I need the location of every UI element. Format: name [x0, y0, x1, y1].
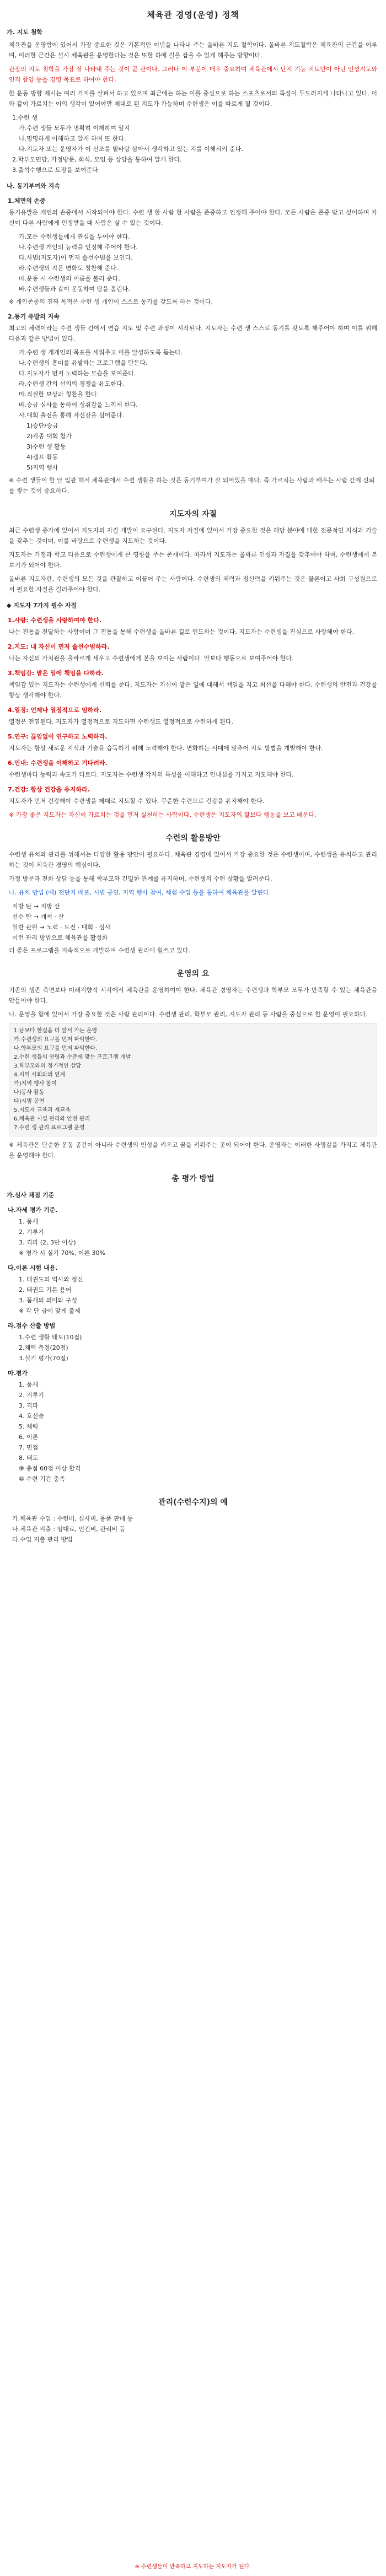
section-title-success: 수련의 활용방안 [165, 834, 221, 843]
paragraph: ※ 체육관은 단순한 운동 공간이 아니라 수련생의 인성을 키우고 꿈을 키워주는 곳이 되어야 한다. 운영자는 이러한 사명감을 가지고 체육관을 운영해야 한다. [9, 1141, 377, 1159]
subsection-heading: 나.자세 평가 기준. [8, 1206, 58, 1214]
leader-item-heading: 4.열정: 언제나 열정적으로 임하라. [8, 707, 102, 714]
list-item: 4.지역 사회와의 연계 [14, 1072, 66, 1078]
paragraph: 동기유발은 개인의 손중에서 시작되어야 한다. 수련 생 한 사람 한 사람을 존중하고 인정해 주어야 한다. 모든 사람은 존중 받고 싶어하며 자신이 다른 사람에게 인정받을 때 사람은 살 수 있는 것이다. [9, 209, 377, 227]
section-heading: 가.심사 채점 기준 [7, 1192, 55, 1199]
list-item: 바.수련생들과 같이 운동하며 땀을 흘린다. [19, 285, 130, 293]
list-item: 2.학부모면담, 가정방문, 회식, 모임 등 상담을 통하여 알게 한다. [12, 156, 182, 163]
paragraph: 최고의 체력이라는 수련 생들 간에서 연습 지도 및 수련 과정이 시작된다. 지도자는 수련 생 스스로 동기를 갖도록 해주어야 하며 이를 위해 다음과 같은 방법이 있다. [9, 325, 377, 342]
list-item: 1. 태권도의 역사와 정신 [19, 1276, 83, 1283]
list-item: 다)시범 공연 [14, 1098, 45, 1104]
list-item: 다.지도자 또는 운영자가 이 신조를 밑바탕 삼아서 생각하고 있는 지를 이해시켜 준다. [19, 145, 243, 153]
paragraph: 가정 방문과 전화 상담 등을 통해 학부모와 긴밀한 관계를 유지하며, 수련생의 수련 상황을 알려준다. [9, 875, 272, 882]
subsection-heading: 마.평가 [8, 1370, 28, 1377]
leader-item-heading: 7.건강: 항상 건강을 유지하라. [8, 786, 90, 793]
note: ※ 수련 생들이 한 달 입관 해서 체육관에서 수련 생활을 하는 것은 동기부여가 잘 되어있을 때다. 즉 가르치는 사람과 배우는 사람 간에 신뢰를 쌓는 것이 중요하다. [9, 477, 375, 494]
list-item: 가)지역 행사 참여 [14, 1081, 57, 1087]
list-item: ※ 각 단 급에 맞게 출제 [19, 1307, 81, 1314]
list-item: 3)수련 생 활동 [26, 443, 66, 450]
paragraph: 지도자는 가정과 학교 다음으로 수련생에게 큰 영향을 주는 존재이다. 따라서 지도자는 올바른 인성과 자질을 갖추어야 하며, 수련생에게 본보기가 되어야 한다. [9, 551, 377, 569]
list-item: 라.수련생 간의 선의의 경쟁을 유도한다. [19, 380, 124, 387]
paragraph-highlight: 관장의 지도 철학을 가장 잘 나타내 주는 것이 곧 관이다. 그러나 이 부분이 매우 중요하며 체육관에서 단지 기능 지도만이 아닌 인성지도와 인격 함양 등을 경영 목표로 하여야 한다. [9, 66, 377, 83]
list-item: ⑨ 총점 60점 이상 합격 [19, 1465, 81, 1472]
list-item: 3.실기 평가(70점) [19, 1355, 68, 1362]
list-item: 나.수련생의 흥미를 유발하는 프로그램을 만든다. [19, 359, 148, 367]
paragraph: 올바른 지도자란, 수련생의 모든 것을 관찰하고 이끌어 주는 사람이다. 수련생의 체력과 정신력을 키워주는 것은 물론이고 사회 구성원으로서 필요한 자질을 길러주어야 한다. [9, 575, 377, 593]
list-item: 가.수련 생들 모두가 명확히 이해하여 알지 [19, 125, 130, 132]
paragraph: 기존의 생존 측면보다 미래지향적 시각에서 체육관을 운영하여야 한다. 체육관 경영자는 수련생과 학부모 모두가 만족할 수 있는 체육관을 만들어야 한다. [9, 987, 377, 1004]
leader-item-heading: 3.책임감: 맡은 일에 책임을 다하라. [8, 670, 104, 677]
list-item: 나.학부모의 요구를 먼저 파악한다. [14, 1046, 98, 1052]
list-item: 이런 관리 방법으로 체육관을 활성화 [12, 934, 108, 941]
doc-title: 체육관 경영(운영) 정책 [147, 10, 239, 20]
leader-item-heading: 6.인내: 수련생을 이해하고 기다려라. [8, 759, 108, 767]
section-heading: ◆ 지도자 7가지 필수 자질 [7, 602, 77, 609]
paragraph: 나. 운영을 함에 있어서 가장 중요한 것은 사람 관리이다. 수련생 관리, 학부모 관리, 지도자 관리 등 사람을 중심으로 한 운영이 필요하다. [9, 1011, 368, 1018]
list-item: 4)캠프 활동 [26, 454, 58, 461]
note: ※ 개인존중의 진짜 목적은 수련 생 개인이 스스로 동기를 갖도록 하는 것이다. [9, 298, 213, 305]
list-item: 가.수련 생 개개인의 목표를 세워주고 이를 달성하도록 돕는다. [19, 349, 183, 356]
list-item: 4. 호신술 [19, 1413, 44, 1420]
leader-item-body: 책임감 있는 지도자는 수련생에게 신뢰를 준다. 지도자는 자신이 맡은 일에 대해서 책임을 지고 최선을 다해야 한다. 수련생의 안전과 건강을 항상 생각해야 한다. [9, 681, 377, 699]
list-item: 가.수련생의 요구를 먼저 파악한다. [14, 1037, 98, 1043]
list-item: 다.사범(지도자)이 먼저 솔선수범을 보인다. [19, 254, 133, 261]
list-item: 1.남보다 한걸음 더 앞서 가는 운영 [14, 1028, 98, 1034]
section-title-evaluation: 총 평가 방법 [171, 1174, 215, 1183]
list-item: 5. 체력 [19, 1423, 39, 1430]
list-item: 일반 관원 → 노력 · 도전 · 대회 · 심사 [12, 924, 111, 931]
list-item: 라.수련생의 작은 변화도 칭찬해 준다. [19, 265, 119, 272]
list-item: 1.수련 생 [12, 114, 37, 121]
operation-list-box [9, 1023, 377, 1136]
leader-item-body: 지도자가 먼저 건강해야 수련생을 제대로 지도할 수 있다. 꾸준한 수련으로 건강을 유지해야 한다. [9, 797, 265, 805]
list-item: 나.명명하게 이해하고 알게 하며 또 한다. [19, 135, 126, 142]
section-heading: 나. 동기부여와 지속 [7, 182, 60, 190]
list-item: 마.적절한 보상과 칭찬을 한다. [19, 391, 99, 398]
leader-item-body: 지도자는 항상 새로운 지식과 기술을 습득하기 위해 노력해야 한다. 변화하는 시대에 맞추어 지도 방법을 개발해야 한다. [9, 745, 323, 752]
list-item: 2.체력 측정(20점) [19, 1344, 68, 1351]
paragraph: 체육관을 운영함에 있어서 가장 중요한 것은 기본적인 이념을 나타내 주는 올바른 지도 철학이다. 올바른 지도철학은 체육관의 근간을 이루며, 이러한 근간은 설시 체육관을 운영한다는 것은 또한 하에 길을 잡을 수 있게 해주는 방향이다. [9, 41, 377, 59]
list-item: ※ 평가 시 실기 70%, 이론 30% [19, 1249, 105, 1257]
list-item: 지방 탄 → 지방 산 [12, 903, 60, 910]
list-item: 나)봉사 활동 [14, 1090, 45, 1096]
footer-note: ※ 수련생들이 만족하고 지도하는 지도자가 된다. [135, 2564, 251, 2570]
leader-item-body: 나는 전통을 전달하는 사람이며 그 전통을 통해 수련생을 올바른 길로 인도하는 것이다. 지도자는 수련생을 진심으로 사랑해야 한다. [9, 628, 355, 635]
list-item: 3.학부모와의 정기적인 상담 [14, 1063, 82, 1069]
list-item: 다.수입 지출 관리 방법 [12, 1536, 73, 1543]
list-item: 나.체육관 지출 : 임대료, 인건비, 관리비 등 [12, 1526, 126, 1533]
list-item: 5.지도자 교육과 재교육 [14, 1107, 71, 1113]
paragraph: 한 운동 방향 제시는 여러 가지를 살펴서 하고 있으며 최근에는 하는 이를 중심으로 하는 스포츠로서의 특성이 두드러지게 나타나고 있다. 이와 같이 가르치는 이의 생각이 있어야만 제대로 된 지도가 가능하며 수련생은 이를 따르게 될 것이다. [9, 90, 377, 107]
list-item: 사.대회 출전을 통해 자신감을 심어준다. [19, 412, 124, 419]
leader-item-heading: 1.사랑: 수련생을 사랑하여야 한다. [8, 617, 102, 624]
list-item: 2)각종 대회 참가 [26, 433, 72, 440]
list-item: 2. 겨루기 [19, 1228, 44, 1236]
section-heading: 가. 지도 철학 [7, 29, 42, 36]
note: 더 좋은 프로그램을 지속적으로 개발하여 수련생 관리에 힘쓰고 있다. [9, 947, 190, 954]
list-item: 1. 품새 [19, 1381, 39, 1388]
list-item: 6.체육관 시설 관리와 안전 관리 [14, 1116, 90, 1122]
note: ※ 가장 좋은 지도자는 자신이 가르치는 것을 먼저 실천하는 사람이다. 수련생은 지도자의 말보다 행동을 보고 배운다. [9, 811, 317, 818]
list-item: 가.모든 수련생들에게 관심을 두어야 한다. [19, 233, 130, 240]
list-item: 2.수련 생들의 연령과 수준에 맞는 프로그램 개발 [14, 1054, 131, 1060]
document [0, 10, 386, 2570]
list-item: 6. 이론 [19, 1433, 39, 1441]
leader-item-heading: 2.지도: 내 자신이 먼저 솔선수범하라. [8, 643, 110, 650]
list-item: 가.체육관 수입 : 수련비, 심사비, 용품 판매 등 [12, 1515, 133, 1522]
leader-item-body: 나는 자신의 가치관을 올바르게 세우고 수련생에게 본을 보이는 사람이다. 말보다 행동으로 보여주어야 한다. [9, 655, 294, 662]
list-item: 5)지역 행사 [26, 464, 58, 471]
list-item: 선수 탄 → 개척 · 산 [12, 913, 64, 920]
leader-item-body: 열정은 전염된다. 지도자가 열정적으로 지도하면 수련생도 열정적으로 수련하게 된다. [9, 718, 233, 725]
leader-item-heading: 5.연구: 끊임없이 연구하고 노력하라. [8, 733, 108, 740]
paragraph: 수련생 유치와 관리를 위해서는 다양한 활용 방안이 필요하다. 체육관 경영에 있어서 가장 중요한 것은 수련생이며, 수련생을 유치하고 관리하는 것이 체육관 경영의 핵심이다. [9, 851, 377, 869]
subsection-heading: 라.점수 산출 방법 [8, 1322, 56, 1329]
list-item: 7. 면접 [19, 1444, 39, 1451]
section-title-finance: 관리(수련수지)의 예 [158, 1498, 228, 1507]
subsection-heading: 1.체면의 손중 [8, 197, 46, 204]
list-item: 2. 겨루기 [19, 1392, 44, 1399]
list-item: 3. 격파 (2, 3단 이상) [19, 1239, 76, 1246]
list-item: 1.수련 생활 태도(10점) [19, 1334, 82, 1341]
paragraph-link: 나. 유치 방법 (예) 전단지 배포, 시범 공연, 지역 행사 참여, 체험 수업 등을 통하여 체육관을 알린다. [9, 889, 271, 896]
list-item: 1)승단/승급 [26, 422, 58, 429]
list-item: 3. 격파 [19, 1402, 39, 1409]
leader-item-body: 수련생마다 능력과 속도가 다르다. 지도자는 수련생 각자의 특성을 이해하고 인내심을 가지고 지도해야 한다. [9, 771, 294, 778]
section-title-leader: 지도자의 자질 [169, 510, 217, 519]
list-item: 3. 품새의 의미와 구성 [19, 1297, 77, 1304]
list-item: 7.수련 생 관리 프로그램 운영 [14, 1125, 85, 1131]
paragraph: 최근 수련생 증가에 있어서 지도자의 자질 개발이 요구된다. 지도자 자질에 있어서 가장 중요한 것은 해당 분야에 대한 전문적인 지식과 기술을 갖추는 것이며, 이를 바탕으로 수련생을 지도하는 것이다. [9, 527, 377, 545]
subsection-heading: 2.동기 유발의 지속 [8, 313, 60, 320]
list-item: 8. 태도 [19, 1454, 39, 1462]
list-item: ⑩ 수련 기간 충족 [19, 1475, 66, 1483]
list-item: 2. 태권도 기본 용어 [19, 1286, 72, 1294]
list-item: 다.지도자가 먼저 노력하는 모습을 보여준다. [19, 370, 136, 377]
subsection-heading: 다.이론 시험 내용. [8, 1264, 58, 1271]
list-item: 3.출석수행으로 도장을 보여준다. [12, 166, 100, 174]
list-item: 1. 품새 [19, 1218, 39, 1225]
list-item: 나.수련생 개인의 능력을 인정해 주어야 한다. [19, 244, 138, 251]
list-item: 마.운동 시 수련생의 이름을 불러 준다. [19, 275, 120, 282]
list-item: 바.승급 심사를 통하여 성취감을 느끼게 한다. [19, 401, 138, 408]
section-title-operation: 운영의 요 [176, 969, 210, 978]
